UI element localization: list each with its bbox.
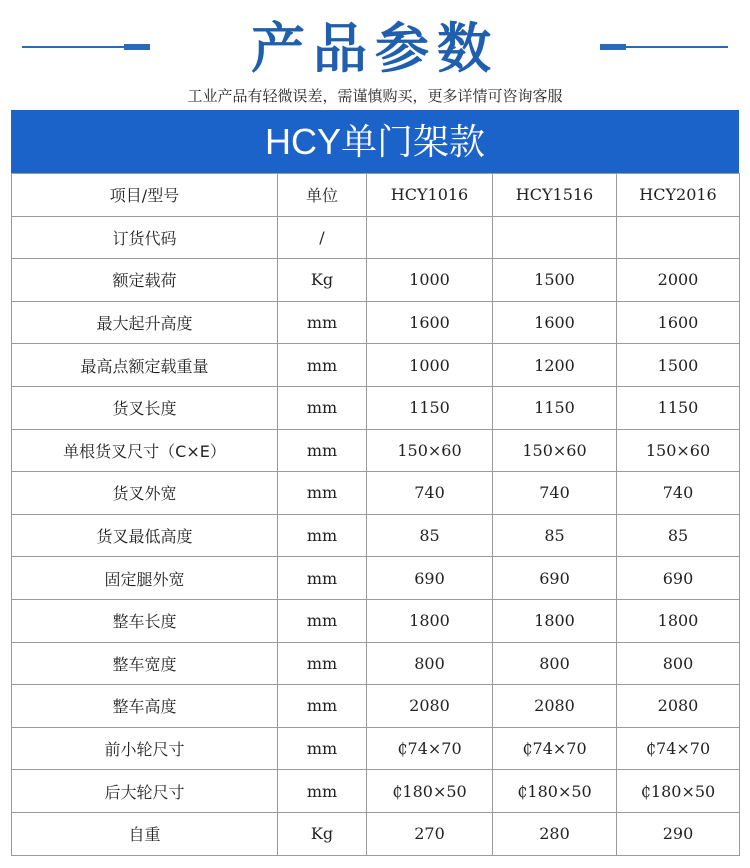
- cell-unit: Kg: [278, 259, 367, 302]
- cell-model-3: 85: [617, 514, 740, 557]
- cell-item: 前小轮尺寸: [12, 727, 278, 770]
- cell-item: 额定载荷: [12, 259, 278, 302]
- cell-unit: mm: [278, 344, 367, 387]
- cell-model-2: 85: [493, 514, 617, 557]
- cell-item: 单根货叉尺寸（C×E）: [12, 429, 278, 472]
- cell-model-3: 2000: [617, 259, 740, 302]
- cell-model-2: ₵180×50: [493, 770, 617, 813]
- table-row: [12, 301, 740, 344]
- cell-model-1: 740: [367, 472, 493, 515]
- table-row: [12, 812, 740, 855]
- cell-unit: mm: [278, 727, 367, 770]
- table-row: [12, 770, 740, 813]
- cell-item: 货叉长度: [12, 386, 278, 429]
- cell-unit: mm: [278, 386, 367, 429]
- cell-model-1: 85: [367, 514, 493, 557]
- table-row: [12, 685, 740, 728]
- cell-model-3: ₵74×70: [617, 727, 740, 770]
- cell-model-1: 1000: [367, 259, 493, 302]
- cell-item: 固定腿外宽: [12, 557, 278, 600]
- cell-model-1: [367, 216, 493, 259]
- cell-item: 整车长度: [12, 599, 278, 642]
- cell-model-3: 1500: [617, 344, 740, 387]
- table-row: [12, 599, 740, 642]
- cell-model-1: 1600: [367, 301, 493, 344]
- table-row: [12, 344, 740, 387]
- page-header: [0, 0, 750, 110]
- cell-model-2: ₵74×70: [493, 727, 617, 770]
- cell-model-3: 800: [617, 642, 740, 685]
- cell-unit: mm: [278, 642, 367, 685]
- cell-model-1: 1800: [367, 599, 493, 642]
- cell-unit: /: [278, 216, 367, 259]
- cell-unit: mm: [278, 301, 367, 344]
- cell-unit: mm: [278, 472, 367, 515]
- cell-item: 最高点额定载重量: [12, 344, 278, 387]
- cell-model-1: 800: [367, 642, 493, 685]
- cell-unit: mm: [278, 599, 367, 642]
- header-cell-model-3: HCY2016: [617, 174, 740, 217]
- cell-model-2: 1200: [493, 344, 617, 387]
- cell-model-2: 800: [493, 642, 617, 685]
- cell-model-3: [617, 216, 740, 259]
- cell-model-2: 1500: [493, 259, 617, 302]
- header-cell-model-1: HCY1016: [367, 174, 493, 217]
- table-row: [12, 514, 740, 557]
- cell-model-3: 1800: [617, 599, 740, 642]
- table-row: [12, 386, 740, 429]
- cell-unit: mm: [278, 770, 367, 813]
- cell-model-1: 1000: [367, 344, 493, 387]
- cell-model-3: 740: [617, 472, 740, 515]
- header-cell-unit: 单位: [278, 174, 367, 217]
- cell-item: 订货代码: [12, 216, 278, 259]
- cell-model-2: 2080: [493, 685, 617, 728]
- cell-item: 整车宽度: [12, 642, 278, 685]
- cell-item: 后大轮尺寸: [12, 770, 278, 813]
- cell-model-2: 280: [493, 812, 617, 855]
- table-row: [12, 472, 740, 515]
- table-header-row: [12, 174, 740, 217]
- cell-model-3: ₵180×50: [617, 770, 740, 813]
- table-row: [12, 216, 740, 259]
- cell-model-3: 1150: [617, 386, 740, 429]
- table-row: [12, 642, 740, 685]
- cell-model-1: ₵74×70: [367, 727, 493, 770]
- cell-model-2: 740: [493, 472, 617, 515]
- cell-item: 货叉外宽: [12, 472, 278, 515]
- table-row: [12, 429, 740, 472]
- cell-model-3: 290: [617, 812, 740, 855]
- cell-model-3: 1600: [617, 301, 740, 344]
- cell-model-1: 2080: [367, 685, 493, 728]
- cell-unit: mm: [278, 685, 367, 728]
- cell-unit: mm: [278, 429, 367, 472]
- page-subtitle: 工业产品有轻微误差，需谨慎购买，更多详情可咨询客服: [187, 87, 563, 105]
- cell-item: 货叉最低高度: [12, 514, 278, 557]
- table-row: [12, 727, 740, 770]
- cell-model-1: 150×60: [367, 429, 493, 472]
- header-cell-model-2: HCY1516: [493, 174, 617, 217]
- cell-model-1: 690: [367, 557, 493, 600]
- cell-item: 最大起升高度: [12, 301, 278, 344]
- header-cell-item: 项目/型号: [12, 174, 278, 217]
- title-decoration-right: [600, 46, 728, 48]
- cell-model-2: 1150: [493, 386, 617, 429]
- cell-model-3: 2080: [617, 685, 740, 728]
- cell-model-3: 690: [617, 557, 740, 600]
- cell-model-1: ₵180×50: [367, 770, 493, 813]
- model-series-banner: HCY单门架款: [11, 110, 739, 173]
- cell-model-1: 270: [367, 812, 493, 855]
- cell-item: 整车高度: [12, 685, 278, 728]
- cell-unit: mm: [278, 514, 367, 557]
- cell-model-3: 150×60: [617, 429, 740, 472]
- cell-model-2: 1800: [493, 599, 617, 642]
- cell-model-2: 690: [493, 557, 617, 600]
- cell-unit: Kg: [278, 812, 367, 855]
- cell-model-1: 1150: [367, 386, 493, 429]
- cell-unit: mm: [278, 557, 367, 600]
- cell-model-2: [493, 216, 617, 259]
- table-row: [12, 557, 740, 600]
- cell-model-2: 1600: [493, 301, 617, 344]
- cell-item: 自重: [12, 812, 278, 855]
- spec-table: [11, 173, 740, 856]
- cell-model-2: 150×60: [493, 429, 617, 472]
- page-title: 产品参数: [251, 17, 499, 80]
- table-row: [12, 259, 740, 302]
